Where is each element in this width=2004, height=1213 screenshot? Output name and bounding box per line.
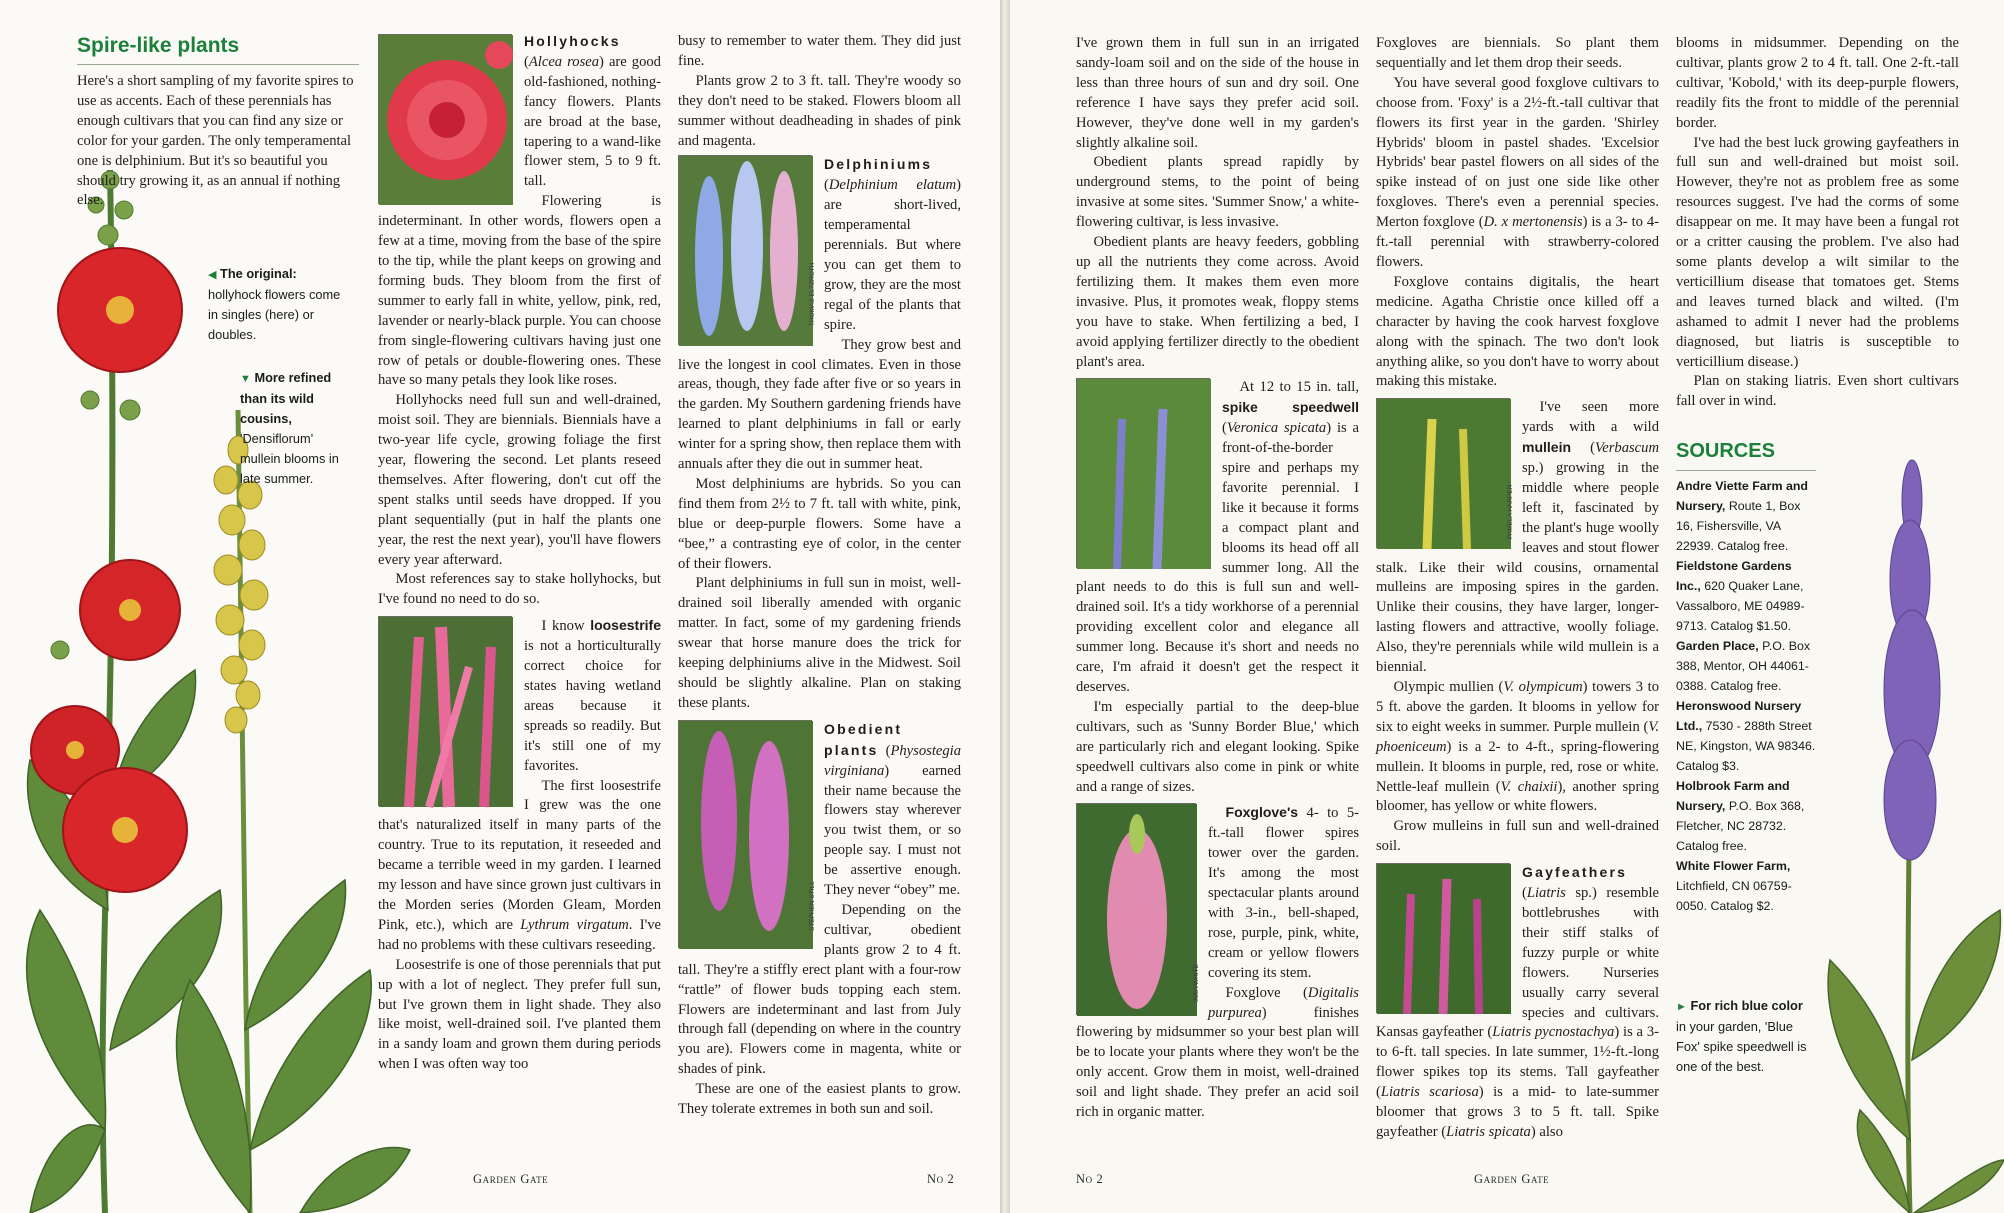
- caption-refined: ▼ More refined than its wild cousins, 'Densiflorum' mullein blooms in late summer.: [240, 370, 339, 486]
- hollyhock-latin: Alcea rosea: [528, 53, 600, 70]
- delphinium-photo: [678, 155, 816, 345]
- source-entry: Garden Place, P.O. Box 388, Mentor, OH 44061-0388. Catalog free.: [1676, 639, 1811, 693]
- mullein-lead: mullein: [1522, 439, 1572, 456]
- obedient-plant-photo: [678, 720, 816, 948]
- obedient-lead: Obedient plants: [824, 720, 903, 758]
- source-entry: Andre Viette Farm and Nursery, Route 1, Box 16, Fishersville, VA 22939. Catalog free.: [1676, 479, 1808, 553]
- photo-credit-mullein: PAMELA HARPER: [1507, 484, 1514, 540]
- source-entry: Holbrook Farm and Nursery, P.O. Box 368, Fletcher, NC 28732. Catalog free.: [1676, 779, 1805, 853]
- footer-magazine-right: Garden Gate: [1474, 1172, 1550, 1186]
- sources-list: [1676, 476, 1816, 916]
- photo-credit-obed: STEPHEN STILL: [809, 880, 816, 931]
- hollyhock-lead: Hollyhocks: [524, 33, 621, 49]
- photo-credit-delph: THOMAS ELTZROTH: [809, 263, 816, 327]
- right-column-2: Foxgloves are biennials. So plant them sequentially and let them drop their seeds. You have several good foxglove cultivars to choose from. 'Foxy' is a 2½-ft.-tall cultivar that flowers its first year in the garden. 'Shirley Hybrids' bloom in pastel shades. 'Excelsior Hybrids' bear pastel flowers on all sides of the spike instead of on just one side like other foxgloves. There's even a perennial species. Merton foxglove (D. x mertonensis) is a 3- to 4-ft.-tall perennial with strawberry-colored flowers. Foxglove contains digitalis, the heart medicine. Agatha Christie once killed off a character by having the cook harvest foxglove along with the spinach. The two don't look anything alike, so you don't have to worry about making this mistake. PAMELA HARPER I've seen more yards with a wild mullein (Verbascum sp.) growing in the middle where people left it, fascinated by the plant's huge woolly leaves and stout flower stalk. Like their wild cousins, ornamental mulleins are imposing spires in the garden. Unlike their cousins, they have larger, longer-lasting flowers and attractive, woolly foliage. Also, they're perennials while wild mullein is a biennial. Olympic mullien (V. olympicum) towers 3 to 5 ft. above the garden. It blooms in yellow for six to eight weeks in summer. Purple mullein (V. phoeniceum) is a 2- to 4-ft., spring-flowering mullein. It blooms in purple, red, rose or white. Nettle-leaf mullein (V. chaixii), another spring bloomer, has yellow or white flowers. Grow mulleins in full sun and well-drained soil. Gayfeathers (Liatris sp.) resemble bottlebrushes with their stiff stalks of fuzzy purple or white flowers. Nurseries usually carry several species and cultivars. Kansas gayfeather (Liatris pycnostachya) is a 3- to 6-ft. tall species. In late summer, 1½-ft.-long flower spikes top its stems. Tall gayfeather (Liatris scariosa) is a mid- to late-summer bloomer that grows 3 to 5 ft. tall. Spike gayfeather (Liatris spicata) also: [1376, 35, 1660, 1140]
- source-entry: Fieldstone Gardens Inc., 620 Quaker Lane, Vassalboro, ME 04989-9713. Catalog $1.50.: [1676, 559, 1805, 633]
- hollyhock-photo: [378, 34, 512, 204]
- intro-paragraph: Here's a short sampling of my favorite spires to use as accents. Each of these perennials has enough cultivars that you can find any size or color for your garden. The only temperamental one is delphinium. But it's so beautiful you should try growing it, as an annual if nothing else.: [77, 73, 354, 209]
- right-column-1: I've grown them in full sun in an irrigated sandy-loam soil and on the side of the house in less than three hours of sun and dry soil. One reference I have says they prefer acid soil. However, they've done well in my garden's slightly alkaline soil. Obedient plants spread rapidly by underground stems, to the point of being invasive at some sites. 'Summer Snow,' a white-flowering cultivar, is less invasive. Obedient plants are heavy feeders, gobbling up all the nutrients they come across. Avoid fertilizing them. It makes them even more invasive. Plus, it promotes weak, floppy stems you have to stake. When fertilizing a bed, I avoid applying fertilizer directly to the obedient plant's area. At 12 to 15 in. tall, spike speedwell (Veronica spicata) is a front-of-the-border spire and perhaps my favorite perennial. I like it because it forms a compact plant and blooms its head off all summer long. All the plant needs to do this is full sun and well-drained soil. It's a tidy workhorse of a perennial providing excellent color and elegance all summer long. Because it's short and needs no care, I'm afraid it doesn't get the respect it deserves. I'm especially partial to the deep-blue cultivars, such as 'Sunny Border Blue,' which are particularly rich and elegant looking. Spike speedwell cultivars also come in pink or white and a range of sizes. JUDYWHITE Foxglove's 4- to 5-ft.-tall flower spires tower over the garden. It's among the most spectacular plants around with 3-in., bell-shaped, rose, purple, pink, white, cream or yellow flowers covering its stem. Foxglove (Digitalis purpurea) finishes flowering by midsummer so your best plan will be to locate your plants where they won't be the only accent. Grow them in moist, well-drained soil and light shade. They prefer an acid soil rich in organic matter.: [1076, 35, 1359, 1121]
- left-column-1: Hollyhocks (Alcea rosea) are good old-fashioned, nothing-fancy flowers. Plants are broad at the base, tapering to a wand-like flower stem, 5 to 9 ft. tall. Flowering is indeterminant. In other words, flowers open a few at a time, moving from the base of the spire to the tip, while the plant keeps on growing and forming buds. They bloom from the first of summer to early fall in white, yellow, pink, red, lavender or nearly-black purple. You can choose from single-flowering cultivars having just one row of petals or double-flowering ones. These have so many petals they look like roses. Hollyhocks need full sun and well-drained, moist soil. They are biennials. Biennials have a two-year life cycle, growing foliage the first year, flowering the second. Let plants reseed themselves. After flowering, don't cut off the spent stalks until seeds have dropped. If you plant sequentially (put in half the plants one year, the rest the next year), you'll have flowers every year afterward. Most references say to stake hollyhocks, but I've found no need to do so. I know loosestrife is not a horticulturally correct choice for states having wetland areas because it spreads so readily. But it's still one of my favorites. The first loosestrife I grew was the one that's naturalized itself in many parts of the country. True to its reputation, it reseeded and became a terrible weed in my garden. I learned my lesson and have since grown just cultivars in the Morden series (Morden Gleam, Morden Pink, etc.), which are Lythrum virgatum. I've had no problems with these cultivars reseeding. Loosestrife is one of those perennials that put up with a lot of neglect. They prefer full sun, but I've grown them in light shade. They also like moist, well-drained soil. I've planted them in a sandy loam and grown them during periods when I was often way too: [378, 33, 661, 1073]
- speedwell-photo: [1076, 378, 1210, 568]
- foxglove-photo: [1076, 803, 1200, 1015]
- caption-arrow-icon: ►: [1676, 1001, 1687, 1013]
- loosestrife-photo: [378, 616, 512, 806]
- foxglove-lead: Foxglove's: [1225, 804, 1299, 821]
- right-page: [1010, 0, 2004, 1213]
- speedwell-illustration: [1810, 440, 2004, 1213]
- footer-magazine-left: Garden Gate: [473, 1172, 549, 1186]
- footer-issue-right: No 2: [1076, 1172, 1104, 1186]
- caption-arrow-icon: ◀: [208, 269, 217, 281]
- page-gutter: [1000, 0, 1010, 1213]
- sources-title: SOURCES: [1676, 440, 1775, 462]
- sources-rule: [1676, 470, 1816, 471]
- caption-blue-fox: ► For rich blue color in your garden, 'Blue Fox' spike speedwell is one of the best.: [1676, 998, 1807, 1074]
- gayfeather-lead: Gayfeathers: [1522, 864, 1628, 881]
- delphinium-lead: Delphiniums: [824, 156, 933, 173]
- loosestrife-lead: loosestrife: [590, 617, 661, 634]
- caption-arrow-icon: ▼: [240, 373, 251, 385]
- source-entry: White Flower Farm, Litchfield, CN 06759-0050. Catalog $2.: [1676, 859, 1792, 913]
- mullein-photo: [1376, 398, 1514, 548]
- right-column-3: blooms in midsummer. Depending on the cultivar, plants grow 2 to 4 ft. tall. One 2-ft.-tall cultivar, 'Kobold,' with its deep-purple flowers, readily fits the front to middle of the perennial border. I've had the best luck growing gayfeathers in full sun and well-drained but moist soil. However, they're not as problem free as some resources suggest. I've had the corms of some disappear on me. It may have been a fungal rot or a critter causing the problem. I've also had some plants develop a wilt similar to the verticillium disease that tomatoes get. Stems and leaves turned black and wilted. (I'm ashamed to admit I never had the problems diagnosed, but liatris is susceptible to verticillium disease.) Plan on staking liatris. Even short cultivars fall over in wind.: [1676, 35, 1959, 410]
- footer-issue-left: No 2: [927, 1172, 955, 1186]
- speedwell-lead: spike speedwell: [1222, 399, 1359, 416]
- photo-credit-fox: JUDYWHITE: [1193, 964, 1200, 1003]
- title-rule: [77, 64, 359, 65]
- source-entry: Heronswood Nursery Ltd., 7530 - 288th Street NE, Kingston, WA 98346. Catalog $3.: [1676, 699, 1816, 773]
- left-page: [0, 0, 1000, 1213]
- gayfeather-photo: [1376, 863, 1510, 1013]
- left-column-2: busy to remember to water them. They did just fine. Plants grow 2 to 3 ft. tall. They're woody so they don't need to be staked. Flowers bloom all summer without deadheading in shades of pink and magenta. THOMAS ELTZROTH Delphiniums (Delphinium elatum) are short-lived, temperamental perennials. But where you can get them to grow, they are the most regal of the plants that spire. They grow best and live the longest in cool climates. Even in those areas, though, they fade after five or so years in the garden. My Southern gardening friends have learned to plant delphiniums in fall or early winter for a spring show, then replace them with annuals after they die out in summer heat. Most delphiniums are hybrids. So you can find them from 2½ to 7 ft. tall with white, pink, blue or deep-purple flowers. Some have a “bee,” a contrasting eye of color, in the center of their flowers. Plant delphiniums in full sun in moist, well-drained soil liberally amended with organic matter. In fact, some of my gardening friends swear that horse manure does the trick for keeping delphiniums alive in the Midwest. Soil should be slightly alkaline. Plan on staking these plants. STEPHEN STILL Obedient plants (Physostegia virginiana) earned their name because the flowers stay wherever you twist them, or so people say. I must not be assertive enough. They never “obey” me. Depending on the cultivar, obedient plants grow 2 to 4 ft. tall. They're a stiffly erect plant with a four-row “rattle” of flower buds topping each stem. Flowers are indeterminant and last from July through fall (depending on where in the country you are). Flowers come in magenta, white or shades of pink. These are one of the easiest plants to grow. They tolerate extremes in both sun and soil.: [678, 33, 961, 1118]
- caption-original: ◀ The original: hollyhock flowers come in singles (here) or doubles.: [208, 266, 341, 342]
- section-title: Spire-like plants: [77, 34, 240, 57]
